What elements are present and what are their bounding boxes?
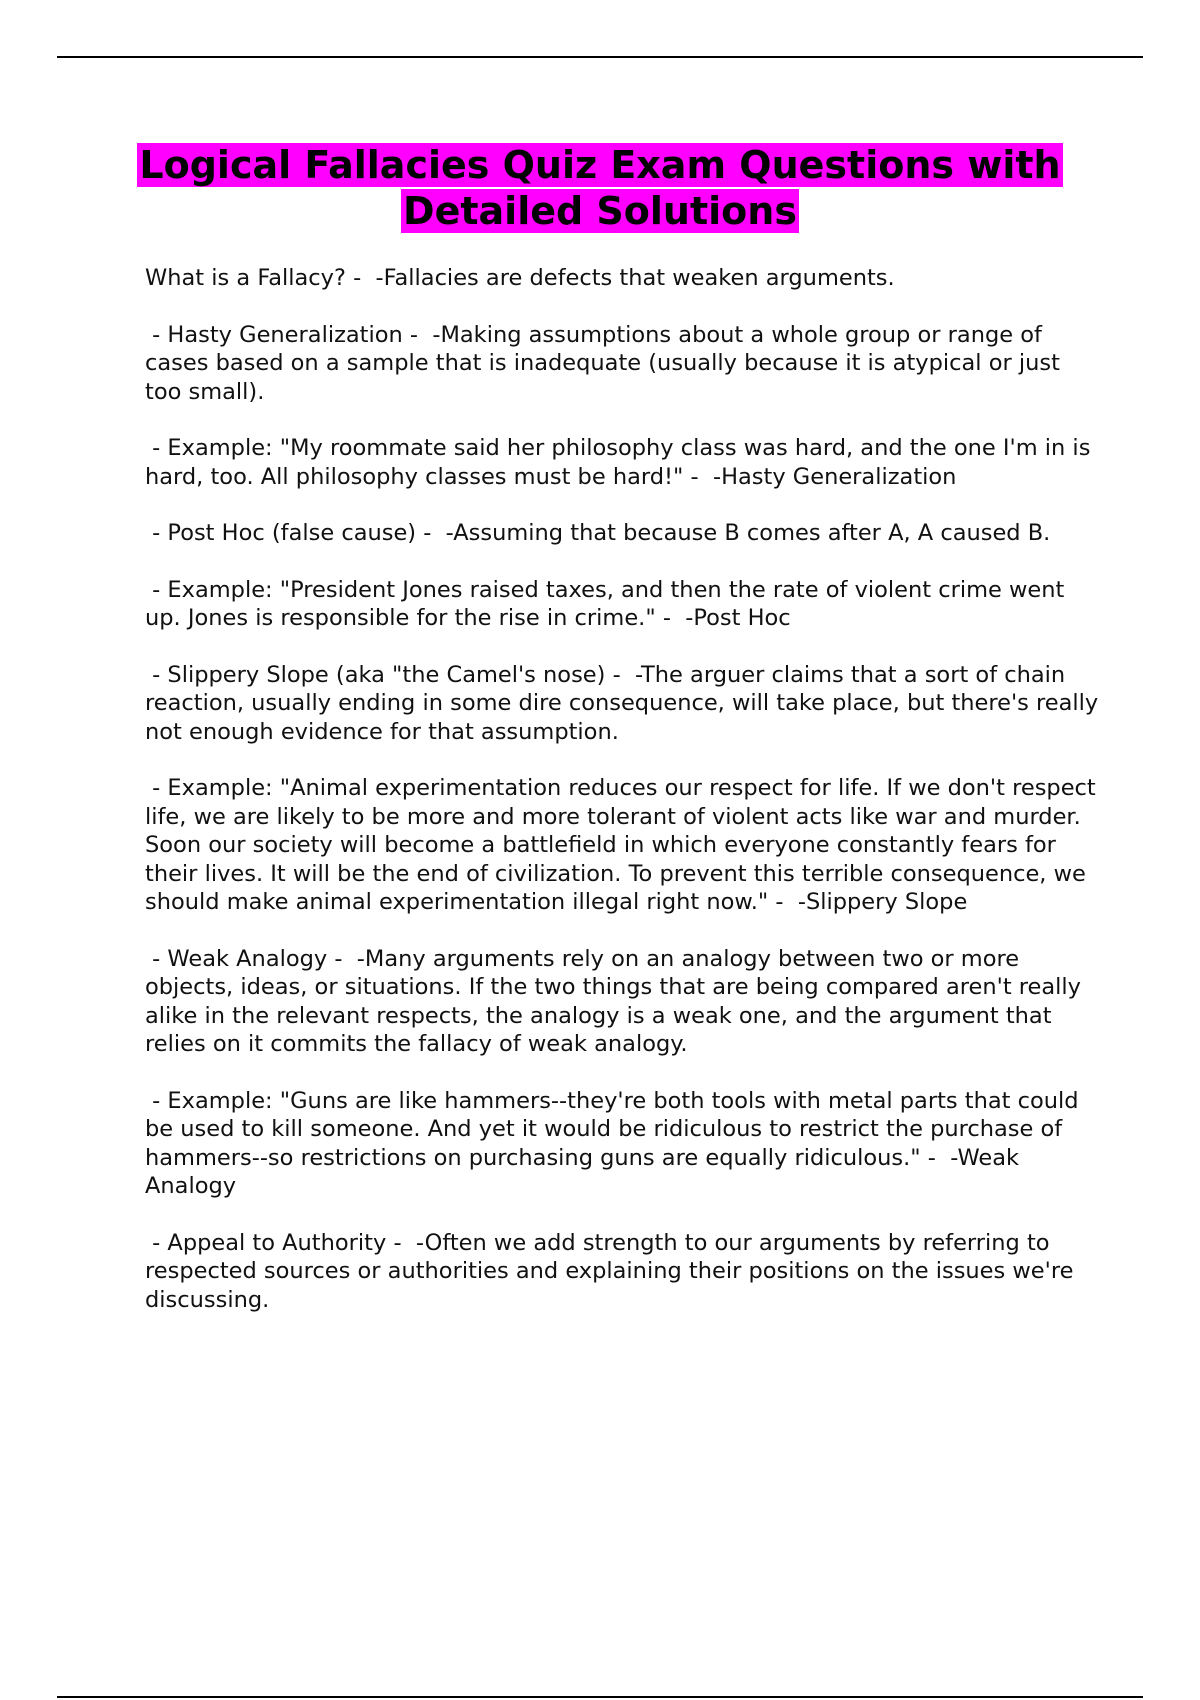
document-body [145, 264, 1106, 1342]
paragraph-post-hoc-example: - Example: "President Jones raised taxes, and then the rate of violent crime went up. Jones is responsible for the rise in crime." - -Post Hoc [145, 576, 1072, 631]
bottom-rule [57, 1696, 1143, 1698]
paragraph-appeal-to-authority: - Appeal to Authority - -Often we add strength to our arguments by referring to respected sources or authorities and explaining their positions on the issues we're discussing. [145, 1229, 1081, 1313]
paragraph-hasty-generalization-example: - Example: "My roommate said her philosophy class was hard, and the one I'm in is hard, too. All philosophy classes must be hard!" - -Hasty Generalization [145, 435, 1098, 490]
paragraph-slippery-slope-example: - Example: "Animal experimentation reduces our respect for life. If we don't respect life, we are likely to be more and more tolerant of violent acts like war and murder. Soon our society will become a battlefield in which everyone constantly fears for their lives. It will be the end of civilization. To prevent this terrible consequence, we should make animal experimentation illegal right now." - -Slippery Slope [145, 775, 1103, 915]
document-title: Logical Fallacies Quiz Exam Questions with Detailed Solutions [139, 143, 1061, 233]
paragraph-post-hoc: - Post Hoc (false cause) - -Assuming that because B comes after A, A caused B. [145, 520, 1051, 546]
paragraph-hasty-generalization: - Hasty Generalization - -Making assumptions about a whole group or range of cases based on a sample that is inadequate (usually because it is atypical or just too small). [145, 321, 1068, 405]
paragraph-slippery-slope: - Slippery Slope (aka "the Camel's nose) - -The arguer claims that a sort of chain reaction, usually ending in some dire consequence, will take place, but there's really not enough evidence for that assumption. [145, 661, 1106, 745]
paragraph-fallacy-definition: What is a Fallacy? - -Fallacies are defects that weaken arguments. [145, 265, 895, 291]
paragraph-weak-analogy: - Weak Analogy - -Many arguments rely on an analogy between two or more objects, ideas, or situations. If the two things that are being compared aren't really alike in the relevant respects, the analogy is a weak one, and the argument that relies on it commits the fallacy of weak analogy. [145, 945, 1089, 1057]
paragraph-weak-analogy-example: - Example: "Guns are like hammers--they're both tools with metal parts that could be used to kill someone. And yet it would be ridiculous to restrict the purchase of hammers--so restrictions on purchasing guns are equally ridiculous." - -Weak Analogy [145, 1087, 1086, 1199]
title-block [100, 142, 1100, 234]
top-rule [57, 56, 1143, 58]
